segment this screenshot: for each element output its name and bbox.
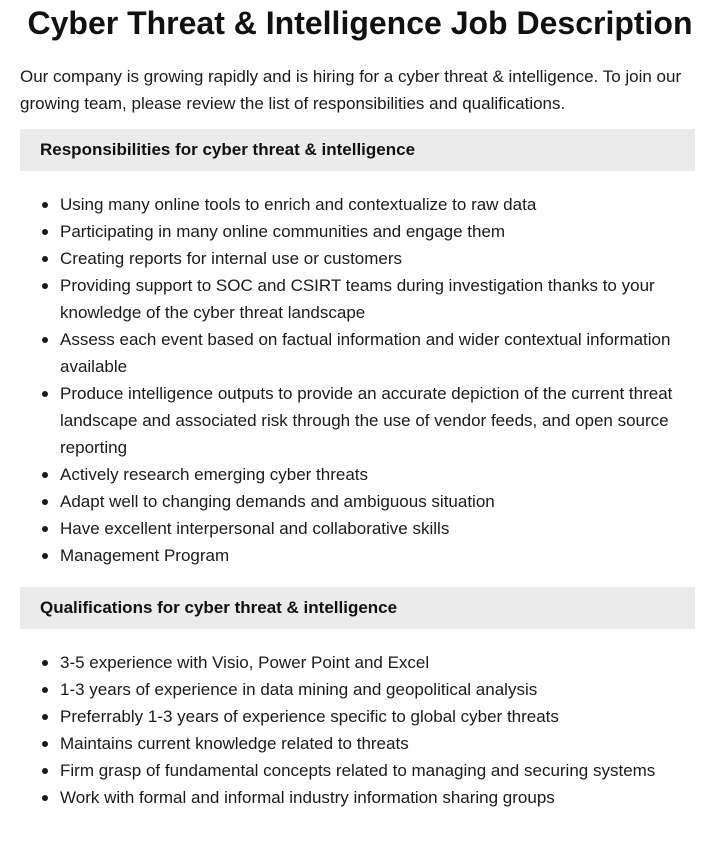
list-item: Adapt well to changing demands and ambiguous situation xyxy=(42,488,690,515)
responsibilities-heading: Responsibilities for cyber threat & intelligence xyxy=(40,140,416,159)
list-item: Produce intelligence outputs to provide an accurate depiction of the current threat landscape and associated risk through the use of vendor feeds, and open source reporting xyxy=(42,380,690,461)
list-item: Have excellent interpersonal and collaborative skills xyxy=(42,515,690,542)
list-item: Management Program xyxy=(42,542,690,569)
intro-paragraph: Our company is growing rapidly and is hiring for a cyber threat & intelligence. To join our growing team, please review the list of responsibilities and qualifications. xyxy=(20,67,682,113)
list-item: Participating in many online communities and engage them xyxy=(42,218,690,245)
list-item: 1-3 years of experience in data mining and geopolitical analysis xyxy=(42,676,690,703)
qualifications-list xyxy=(42,649,690,811)
qualifications-heading: Qualifications for cyber threat & intelligence xyxy=(40,598,398,617)
list-item: Assess each event based on factual information and wider contextual information available xyxy=(42,326,690,380)
list-item: Work with formal and informal industry information sharing groups xyxy=(42,784,690,811)
responsibilities-list xyxy=(42,191,690,569)
page-title: Cyber Threat & Intelligence Job Description xyxy=(27,5,693,41)
responsibilities-header xyxy=(20,129,695,171)
list-item: Preferrably 1-3 years of experience specific to global cyber threats xyxy=(42,703,690,730)
list-item: Firm grasp of fundamental concepts related to managing and securing systems xyxy=(42,757,690,784)
list-item: Maintains current knowledge related to threats xyxy=(42,730,690,757)
qualifications-header xyxy=(20,587,695,629)
list-item: Using many online tools to enrich and contextualize to raw data xyxy=(42,191,690,218)
list-item: Creating reports for internal use or customers xyxy=(42,245,690,272)
list-item: 3-5 experience with Visio, Power Point and Excel xyxy=(42,649,690,676)
list-item: Providing support to SOC and CSIRT teams during investigation thanks to your knowledge of the cyber threat landscape xyxy=(42,272,690,326)
list-item: Actively research emerging cyber threats xyxy=(42,461,690,488)
